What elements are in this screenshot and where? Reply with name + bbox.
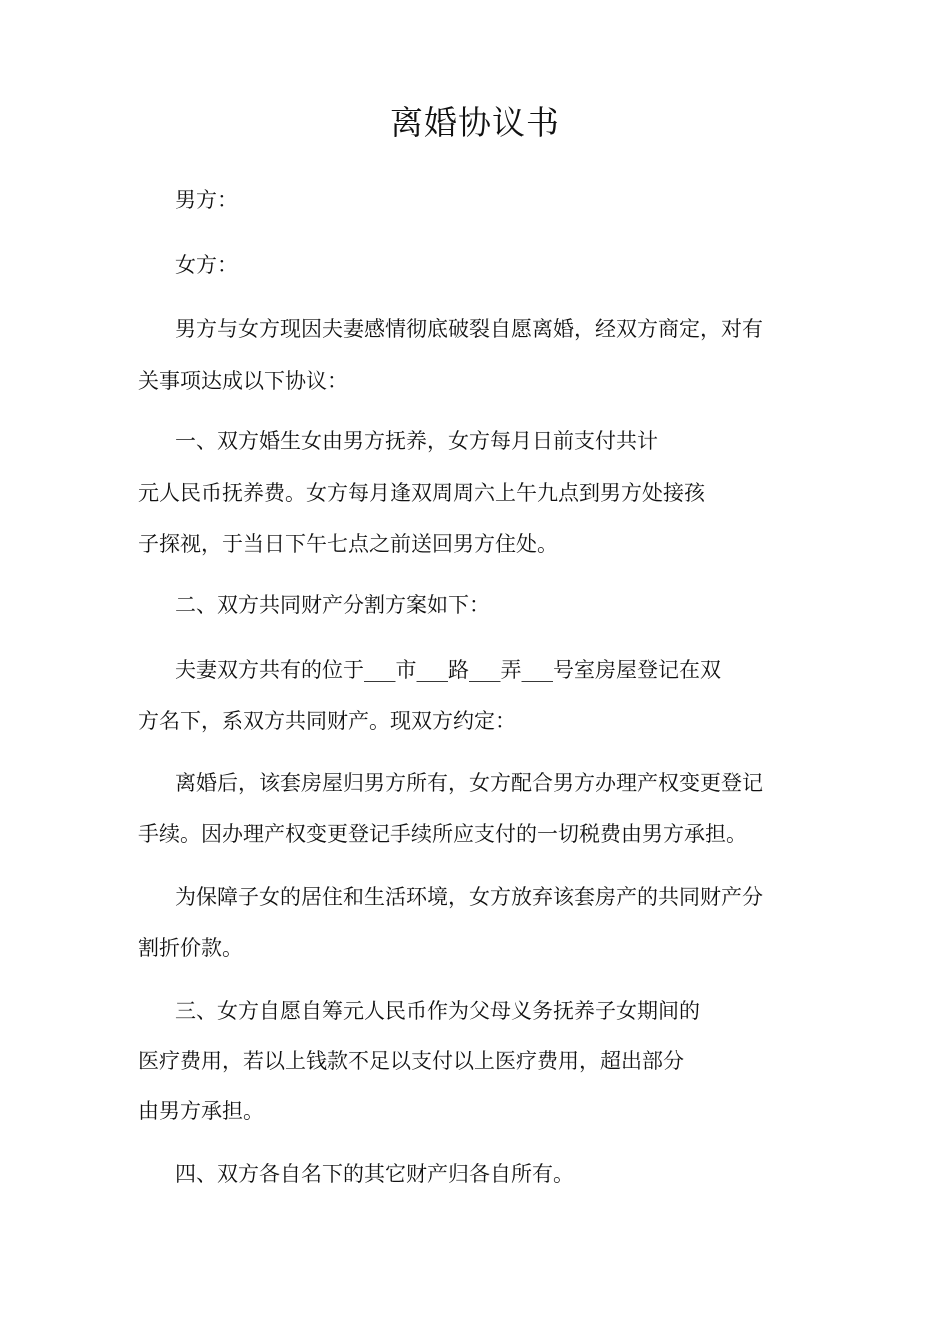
clause-2-heading: 二、双方共同财产分割方案如下： xyxy=(175,593,490,617)
waiver-line-1: 为保障子女的居住和生活环境，女方放弃该套房产的共同财产分 xyxy=(175,885,763,909)
male-party-line: 男方： xyxy=(175,188,238,212)
property-agreement-line-1: 离婚后，该套房屋归男方所有，女方配合男方办理产权变更登记 xyxy=(175,771,763,795)
document-title: 离婚协议书 xyxy=(390,103,560,142)
clause-1-line-2: 元人民币抚养费。女方每月逢双周周六上午九点到男方处接孩 xyxy=(138,481,705,505)
clause-1-line-3: 子探视，于当日下午七点之前送回男方住处。 xyxy=(138,532,558,556)
property-line-2: 方名下，系双方共同财产。现双方约定： xyxy=(138,709,516,733)
property-agreement-line-2: 手续。因办理产权变更登记手续所应支付的一切税费由男方承担。 xyxy=(138,822,747,846)
clause-1-line-1: 一、双方婚生女由男方抚养，女方每月日前支付共计 xyxy=(175,429,658,453)
clause-4-line: 四、双方各自名下的其它财产归各自所有。 xyxy=(175,1162,574,1186)
preamble-line-2: 关事项达成以下协议： xyxy=(138,369,348,393)
property-line-1: 夫妻双方共有的位于___市___路___弄___号室房屋登记在双 xyxy=(175,658,721,682)
preamble-line-1: 男方与女方现因夫妻感情彻底破裂自愿离婚，经双方商定，对有 xyxy=(175,317,763,341)
clause-3-line-3: 由男方承担。 xyxy=(138,1099,264,1123)
clause-3-line-2: 医疗费用，若以上钱款不足以支付以上医疗费用，超出部分 xyxy=(138,1049,684,1073)
female-party-line: 女方： xyxy=(175,253,238,277)
waiver-line-2: 割折价款。 xyxy=(138,936,243,960)
clause-3-line-1: 三、女方自愿自筹元人民币作为父母义务抚养子女期间的 xyxy=(175,999,700,1023)
